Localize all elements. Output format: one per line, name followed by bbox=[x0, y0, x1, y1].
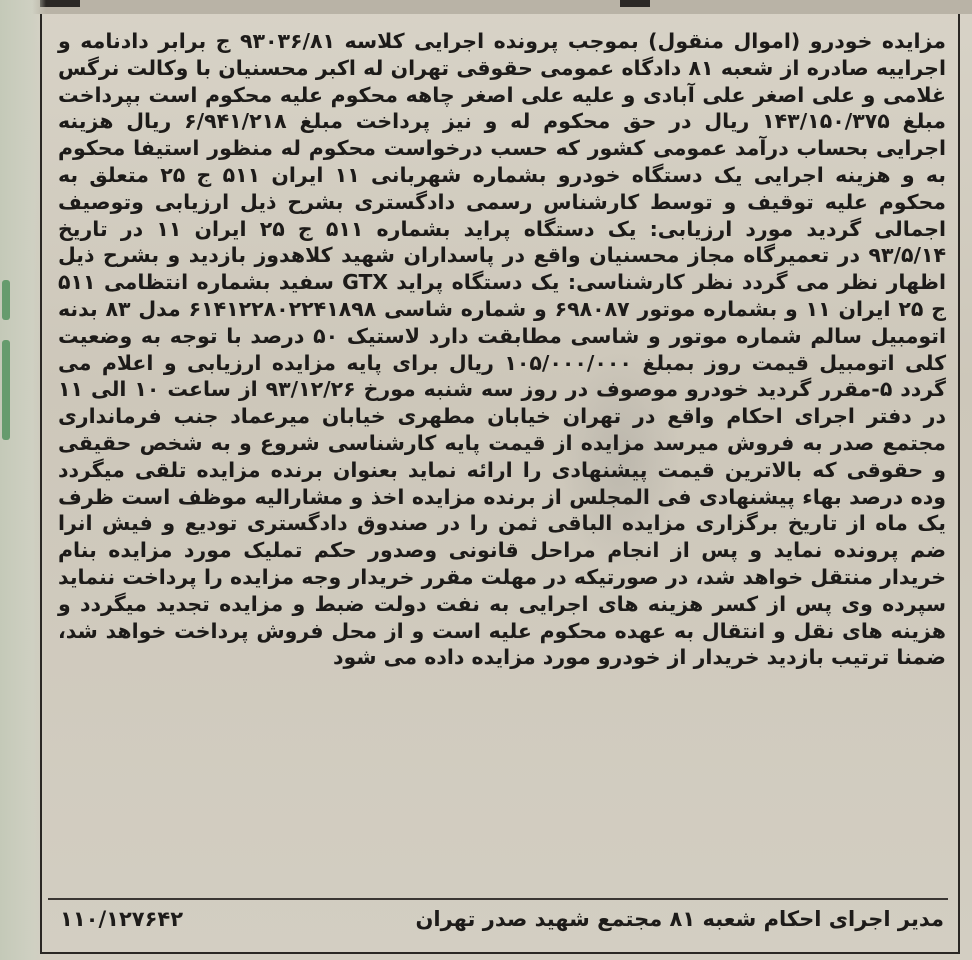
top-strip-mark bbox=[620, 0, 650, 7]
notice-code: ۱۱۰/۱۲۷۶۴۲ bbox=[60, 907, 184, 931]
footer-divider bbox=[48, 898, 948, 900]
auction-notice-body: مزایده خودرو (اموال منقول) بموجب پرونده اجرایی کلاسه ۹۳۰۳۶/۸۱ ج برابر دادنامه و اجراییه صادره از شعبه ۸۱ دادگاه عمومی حقوقی تهران له اکبر محسنیان با وکالت نرگس غلامی و علی اصغر علی آبادی و علیه علی اصغر چاهه محکوم علیه محکوم است بپرداخت مبلغ ۱۴۳/۱۵۰/۳۷۵ ریال در حق محکوم له و نیز پرداخت مبلغ ۶/۹۴۱/۲۱۸ ریال هزینه اجرایی بحساب درآمد عمومی کشور که حسب درخواست محکوم له منظور استیفا محکوم به و هزینه اجرایی یک دستگاه خودرو بشماره شهربانی ۱۱ ایران ۵۱۱ ج ۲۵ متعلق به محکوم علیه توقیف و توسط کارشناس رسمی دادگستری بشرح ذیل ارزیابی وتوصیف اجمالی گردید مورد ارزیابی: یک دستگاه پراید بشماره ۵۱۱ ج ۲۵ ایران ۱۱ در تاریخ ۹۳/۵/۱۴ در تعمیرگاه مجاز محسنیان واقع در پاسداران شهید کلاهدوز بازدید و بشرح ذیل اظهار نظر می گردد نظر کارشناسی: یک دستگاه پراید GTX سفید بشماره انتظامی ۵۱۱ ج ۲۵ ایران ۱۱ و بشماره موتور ۶۹۸۰۸۷ و شماره شاسی ۶۱۴۱۲۲۸۰۲۲۴۱۸۹۸ مدل ۸۳ بدنه اتومبیل سالم شماره موتور و شاسی مطابقت دارد لاستیک ۵۰ درصد با توجه به وضعیت کلی اتومبیل قیمت روز بمبلغ ۱۰۵/۰۰۰/۰۰۰ ریال برای پایه مزایده ارزیابی و اعلام می گردد ۵-مقرر گردید خودرو موصوف در روز سه شنبه مورخ ۹۳/۱۲/۲۶ از ساعت ۱۰ الی ۱۱ در دفتر اجرای احکام واقع در تهران خیابان مطهری خیابان میرعماد جنب فرمانداری مجتمع صدر به فروش میرسد مزایده از قیمت پایه کارشناسی شروع و به شخص حقیقی و حقوقی که بالاترین قیمت پیشنهادی را ارائه نماید بعنوان برنده مزایده تلقی میگردد وده درصد بهاء پیشنهادی فی المجلس از برنده مزایده اخذ و مشارالیه موظف است ظرف یک ماه از تاریخ برگزاری مزایده الباقی ثمن را در صندوق دادگستری تودیع و فیش انرا ضم پرونده نماید و پس از انجام مراحل قانونی وصدور حکم تملیک مورد مزایده بنام خریدار منتقل خواهد شد، در صورتیکه در مهلت مقرر خریدار وجه مزایده را پرداخت ننماید سپرده وی پس از کسر هزینه های اجرایی به نفت دولت ضبط و مزایده تجدید میگردد و هزینه های نقل و انتقال به عهده محکوم علیه است و از محل فروش پرداخت خواهد شد، ضمنا ترتیب بازدید خریدار از خودرو مورد مزایده داده می شود bbox=[58, 29, 947, 670]
issuer-signature: مدیر اجرای احکام شعبه ۸۱ مجتمع شهید صدر تهران bbox=[415, 907, 944, 931]
top-strip-mark bbox=[40, 0, 80, 7]
notice-footer bbox=[60, 904, 944, 934]
top-torn-strip bbox=[0, 0, 972, 14]
edge-ink-mark bbox=[2, 280, 10, 320]
edge-ink-mark bbox=[2, 340, 10, 440]
